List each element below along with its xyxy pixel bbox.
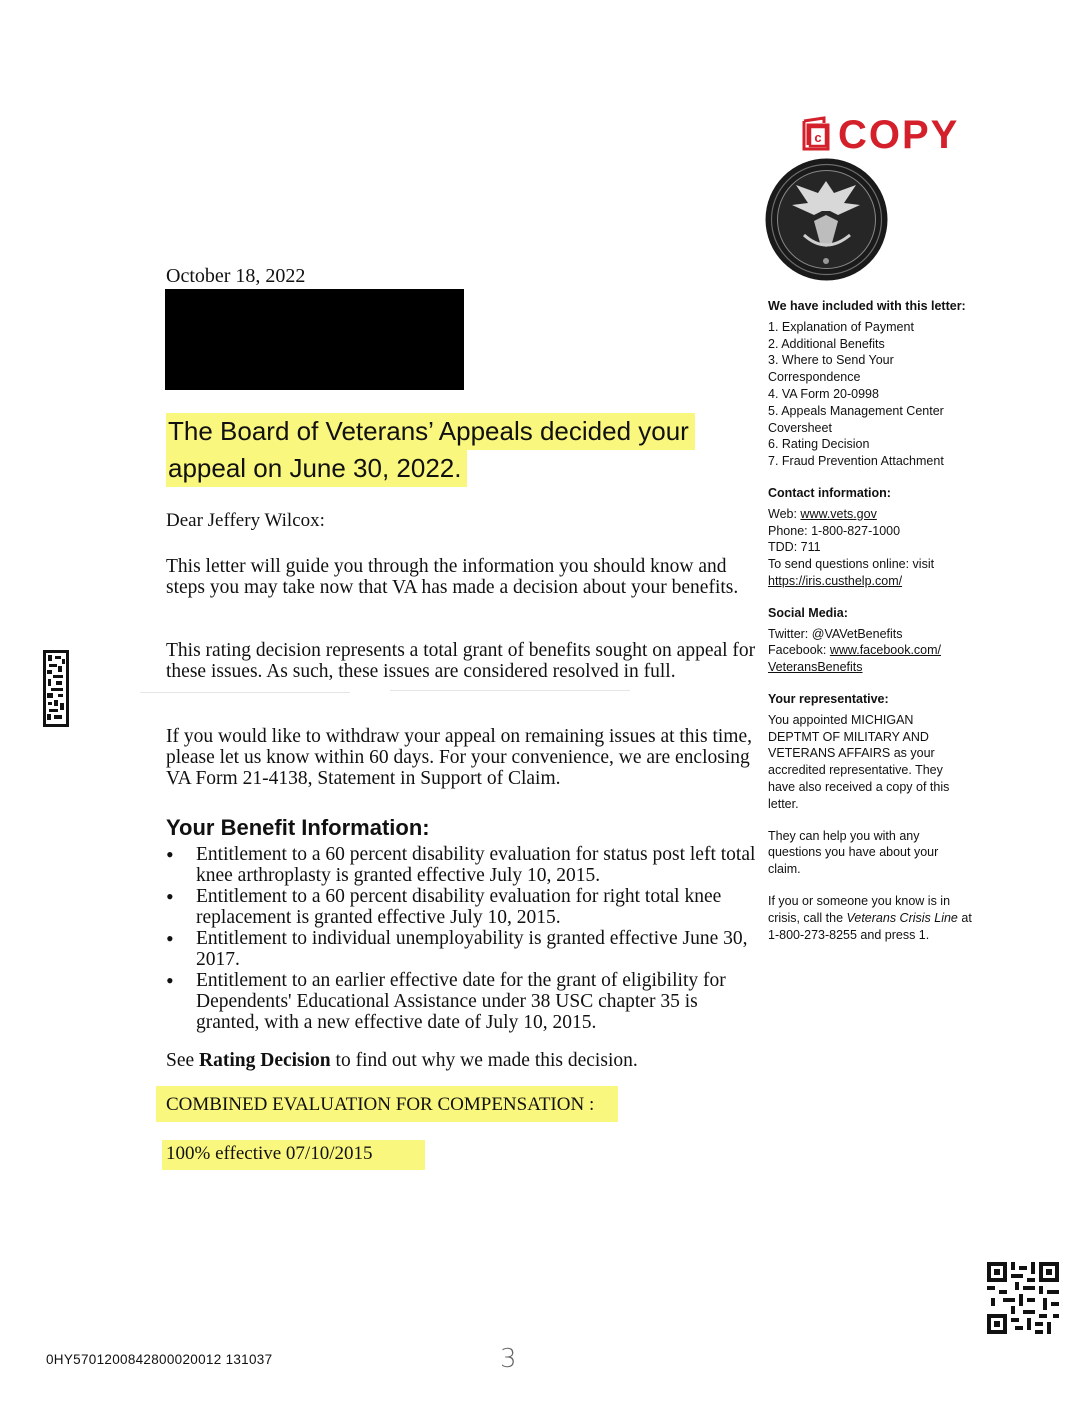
rating-prefix: See: [166, 1050, 200, 1071]
facebook-label: Facebook:: [768, 643, 830, 658]
tdd-line: TDD: 711: [768, 540, 821, 555]
crisis-suffix: at 1-800-273-8255 and press 1.: [768, 910, 972, 942]
resolution-paragraph: This rating decision represents a total grant of benefits sought on appeal for these issues. As such, these issues are considered resolved in full.: [166, 640, 756, 682]
included-section: [768, 298, 993, 470]
side-barcode-icon: [43, 650, 69, 727]
recipient-address-redaction: [165, 289, 464, 390]
va-seal-icon: [764, 157, 889, 282]
questions-link[interactable]: https://iris.custhelp.com/: [768, 573, 903, 588]
contact-section: [768, 485, 993, 590]
letter-sidebar: [768, 298, 993, 958]
included-item: 4. VA Form 20-0998: [768, 386, 879, 401]
representative-section: [768, 691, 993, 813]
headline-line-1: The Board of Veterans’ Appeals decided your: [166, 413, 695, 450]
included-heading: We have included with this letter:: [768, 299, 966, 313]
withdraw-paragraph: If you would like to withdraw your appeal on remaining issues at this time, please let us know within 60 days. For your convenience, we are enclosing VA Form 21-4138, Statement in Support of Claim.: [166, 726, 752, 789]
included-item: 6. Rating Decision: [768, 437, 870, 452]
included-item: 2. Additional Benefits: [768, 336, 885, 351]
combined-evaluation-label: COMBINED EVALUATION FOR COMPENSATION :: [156, 1086, 618, 1122]
benefit-heading: Your Benefit Information:: [166, 815, 430, 840]
scan-artifact: [140, 692, 350, 693]
help-text: They can help you with any questions you have about your claim.: [768, 828, 939, 877]
benefit-list: [166, 844, 756, 1033]
benefit-item: • Entitlement to an earlier effective date for the grant of eligibility for Dependents' Educational Assistance under 38 USC chapter 35 is granted, with a new effective date of July 10, 2015.: [166, 970, 756, 1033]
contact-heading: Contact information:: [768, 485, 891, 500]
included-item: 7. Fraud Prevention Attachment: [768, 454, 944, 469]
phone-line: Phone: 1-800-827-1000: [768, 523, 901, 538]
included-item: 1. Explanation of Payment: [768, 319, 914, 334]
combined-evaluation-value: 100% effective 07/10/2015: [162, 1140, 425, 1170]
included-item: 3. Where to Send Your Correspondence: [768, 353, 894, 385]
web-line: [768, 506, 993, 523]
qr-code-icon: [987, 1262, 1059, 1334]
benefit-item: • Entitlement to a 60 percent disability evaluation for right total knee replacement is granted effective July 10, 2015.: [166, 886, 756, 928]
copy-stamp-text: COPY: [838, 113, 960, 157]
social-heading: Social Media:: [768, 605, 848, 620]
included-list: [768, 319, 993, 470]
copy-stamp: [798, 112, 988, 158]
svg-text:c: c: [814, 130, 822, 145]
social-section: [768, 605, 993, 676]
representative-text: You appointed MICHIGAN DEPTMT OF MILITARY AND VETERANS AFFAIRS as your accredited representative. They have also received a copy of this letter.: [768, 712, 950, 811]
benefit-item: • Entitlement to a 60 percent disability evaluation for status post left total knee arthroplasty is granted effective July 10, 2015.: [166, 844, 756, 886]
headline-line-2: appeal on June 30, 2022.: [166, 450, 467, 487]
letter-date: October 18, 2022: [166, 265, 306, 287]
rating-decision-reference: [166, 1050, 638, 1072]
page-number: 3: [500, 1344, 517, 1374]
facebook-link-continued[interactable]: VeteransBenefits: [768, 660, 863, 675]
twitter-line: Twitter: @VAVetBenefits: [768, 626, 903, 641]
representative-heading: Your representative:: [768, 691, 889, 706]
web-label: Web:: [768, 506, 801, 521]
rating-decision-label: Rating Decision: [199, 1050, 331, 1071]
salutation: Dear Jeffery Wilcox:: [166, 510, 325, 531]
facebook-line: [768, 642, 993, 659]
copy-c-icon: [798, 115, 834, 153]
questions-text: To send questions online: visit: [768, 557, 935, 572]
help-section: [768, 828, 993, 878]
facebook-link[interactable]: www.facebook.com/: [829, 643, 942, 658]
crisis-section: [768, 893, 980, 943]
crisis-line-name: Veterans Crisis Line: [846, 910, 958, 925]
rating-suffix: to find out why we made this decision.: [330, 1050, 638, 1071]
web-link[interactable]: www.vets.gov: [800, 506, 877, 521]
document-id: 0HY5701200842800020012 131037: [46, 1352, 273, 1367]
decision-headline: [166, 413, 736, 487]
crisis-prefix: If you or someone you know is in crisis, call the: [768, 893, 951, 925]
benefit-item: • Entitlement to individual unemployability is granted effective June 30, 2017.: [166, 928, 756, 970]
scan-artifact: [390, 690, 630, 691]
included-item: 5. Appeals Management Center Coversheet: [768, 403, 944, 435]
intro-paragraph: This letter will guide you through the information you should know and steps you may take now that VA has made a decision about your benefits.: [166, 556, 739, 598]
